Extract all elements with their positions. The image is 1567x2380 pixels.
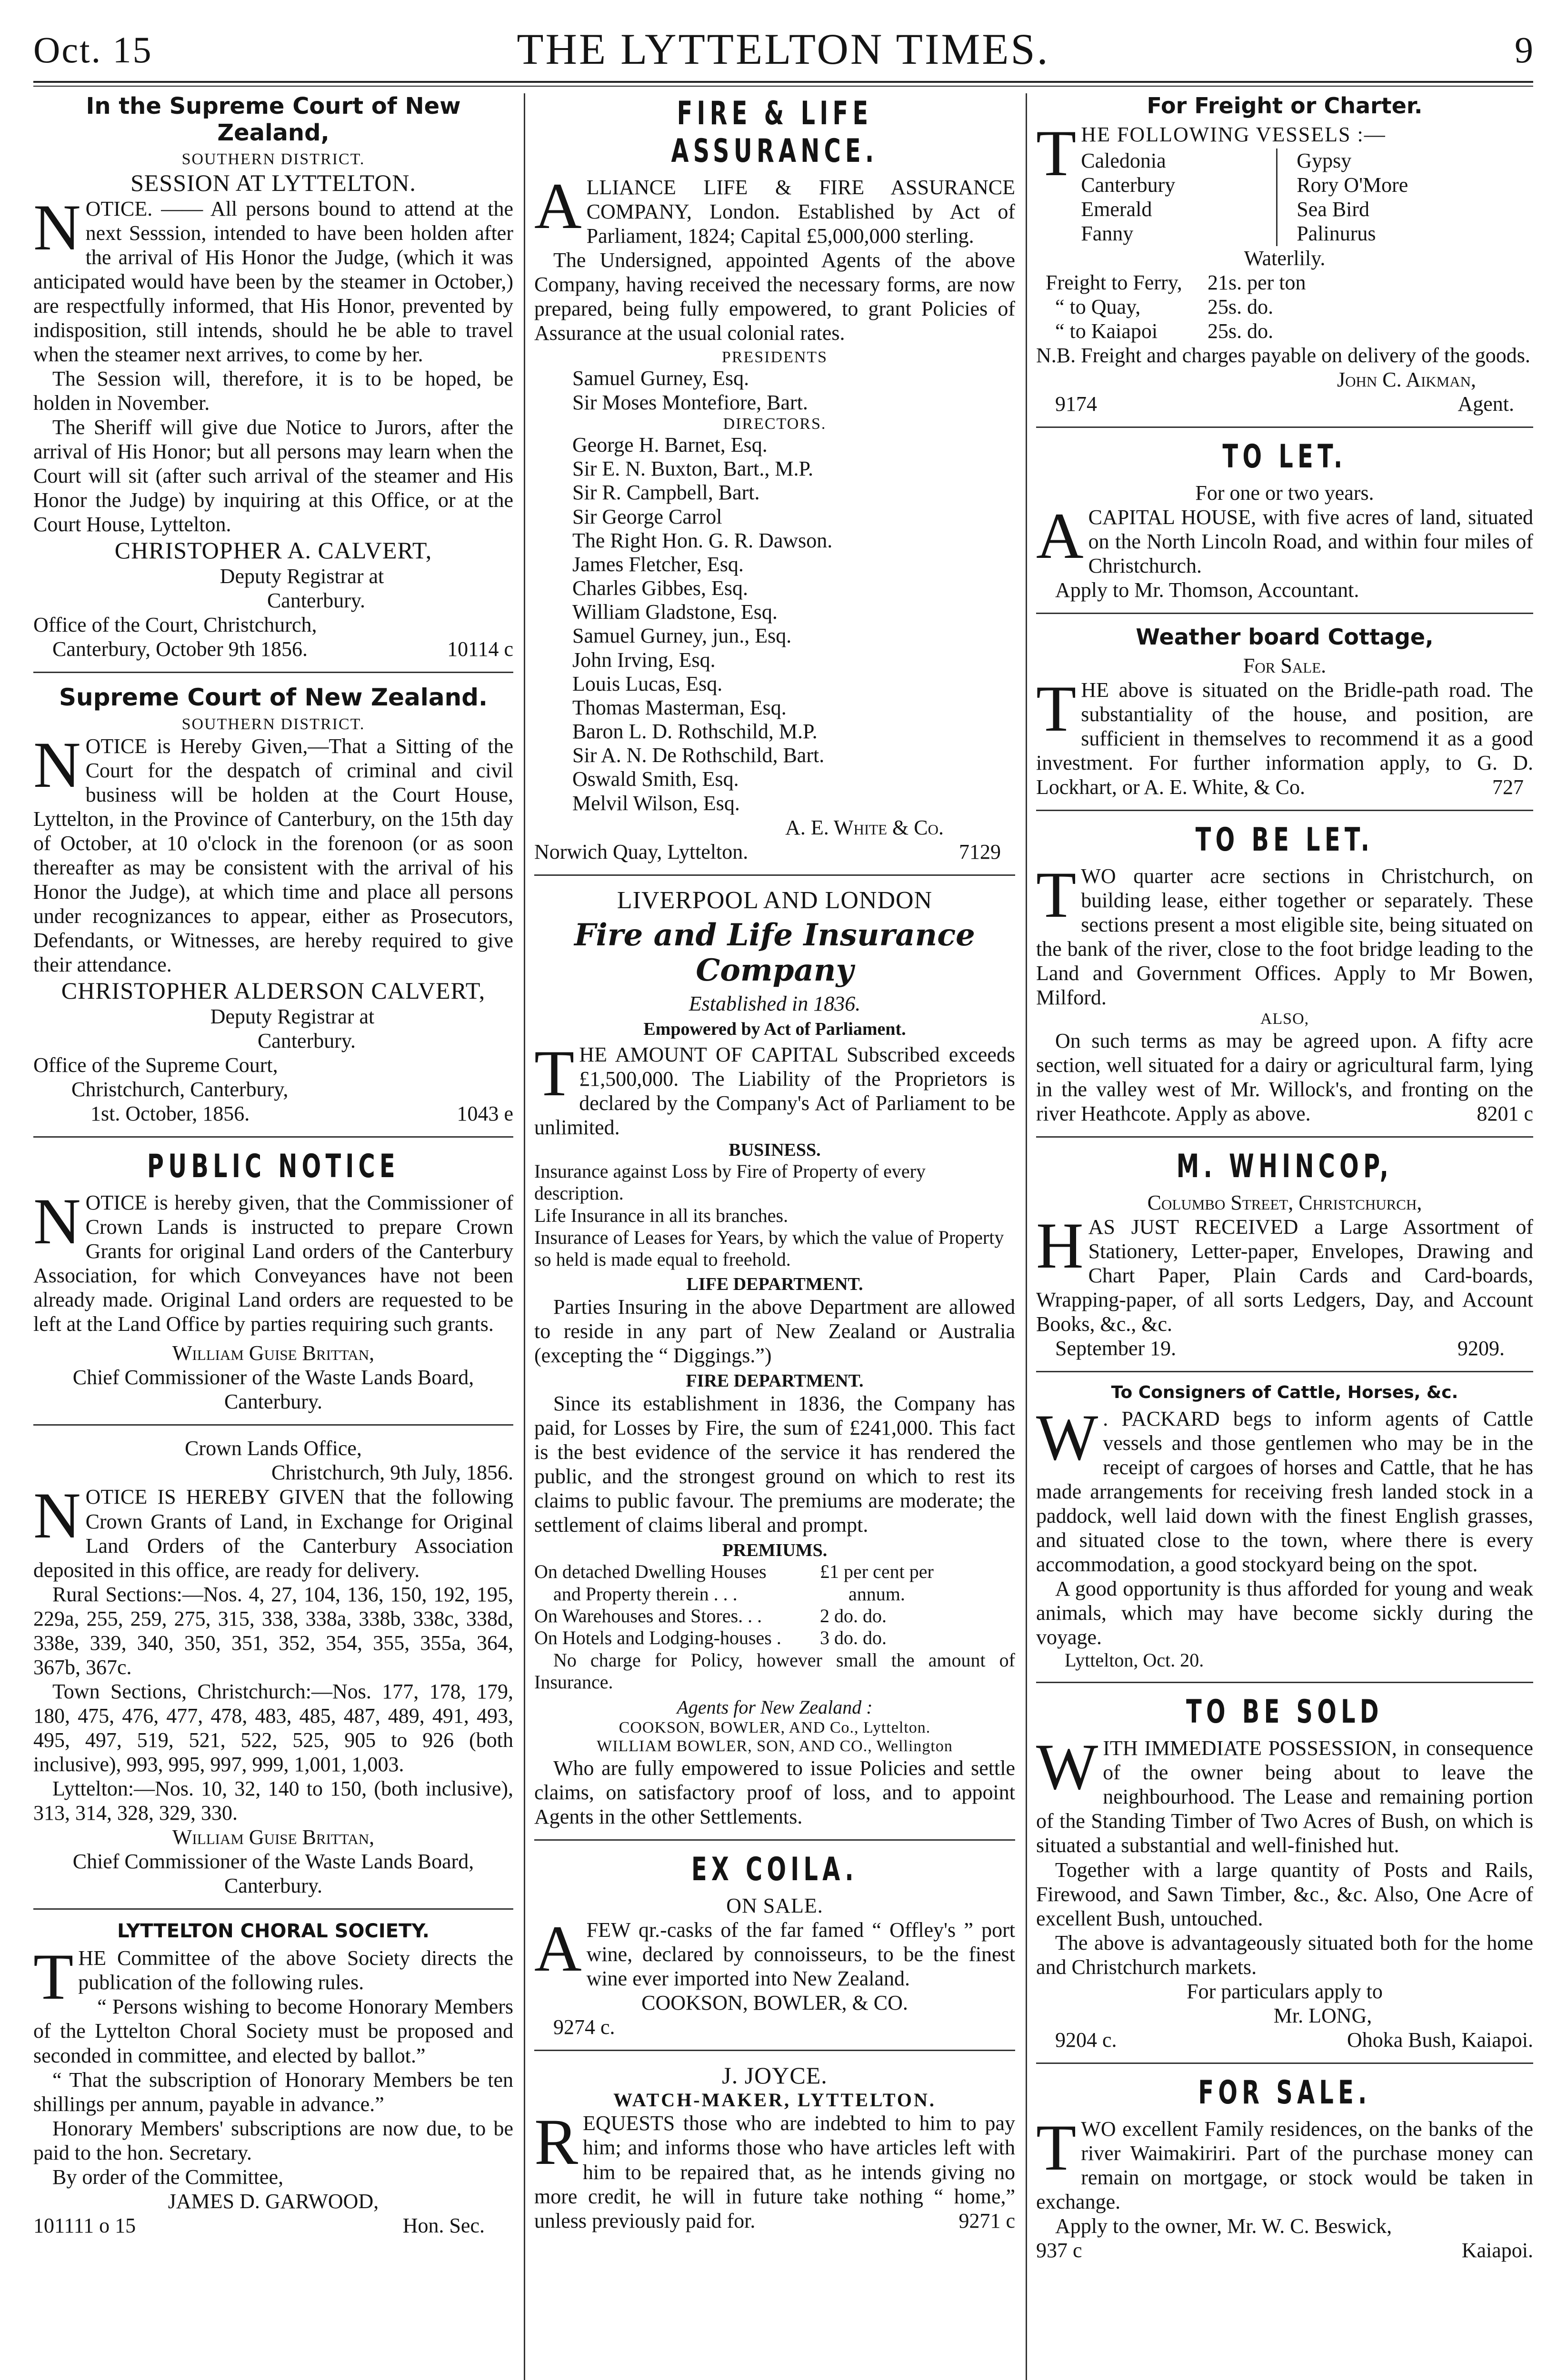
ad-heading: TO BE SOLD: [1186, 1693, 1383, 1731]
ad-paragraph: “ Persons wishing to become Honorary Members of the Lyttelton Choral Society must be proposed and seconded in committee, and elected by ballot.”: [33, 1995, 513, 2067]
list-item: Sir Moses Montefiore, Bart.: [572, 390, 808, 414]
ad-dateline: Canterbury, October 9th 1856.: [52, 637, 308, 661]
ad-footer: [33, 637, 513, 661]
ad-body: WITH IMMEDIATE POSSESSION, in consequence of the owner being about to leave the neighbourhood. The Lease and remaining portion of the Standing Timber of Two Acres of Bush, on which is situated a substantial and well-finished hut.: [1036, 1730, 1533, 1857]
list-item: Sir A. N. De Rothschild, Bart.: [572, 744, 825, 767]
ad-code: 9204 c.: [1055, 2028, 1117, 2052]
dropcap: H: [1036, 1209, 1084, 1282]
ad-alliance-assurance: [534, 95, 1015, 864]
ad-office: Office of the Supreme Court,: [33, 1053, 278, 1077]
ad-choral-society: [33, 1920, 513, 2238]
ad-body: THE Committee of the above Society directs the publication of the following rules.: [33, 1940, 513, 2013]
list-item: Oswald Smith, Esq.: [572, 767, 739, 791]
ad-apply: Apply to the owner, Mr. W. C. Beswick,: [1055, 2214, 1392, 2238]
ad-body: NOTICE IS HEREBY GIVEN that the following Crown Grants of Land, in Exchange for Original Land Orders of the Canterbury Association deposited in this office, are ready for delivery.: [33, 1479, 513, 1582]
ad-heading: Supreme Court of New Zealand.: [59, 684, 488, 712]
dropcap: T: [33, 1940, 74, 2013]
section-label: FIRE DEPARTMENT.: [686, 1370, 864, 1391]
ad-code: 9274 c.: [553, 2015, 615, 2039]
ad-role: Chief Commissioner of the Waste Lands Board, Canterbury.: [72, 1366, 474, 1414]
ad-divider: [1036, 2063, 1533, 2064]
dropcap: T: [1036, 2111, 1077, 2184]
ad-signature: CHRISTOPHER A. CALVERT,: [114, 537, 432, 564]
vessel-name: Sea Bird: [1297, 198, 1370, 221]
dropcap: N: [33, 1479, 81, 1552]
vessel-name: Fanny: [1081, 222, 1134, 246]
ad-heading: EX COILA.: [691, 1850, 858, 1888]
ad-subheading: WATCH-MAKER, LYTTELTON.: [613, 2089, 936, 2111]
masthead: [33, 24, 1533, 76]
list-item: Thomas Masterman, Esq.: [572, 695, 787, 719]
ad-code: 10114 c: [447, 637, 513, 661]
ad-divider: [1036, 1136, 1533, 1138]
ad-address: Norwich Quay, Lyttelton.: [534, 840, 749, 863]
vessel-name: Canterbury: [1081, 173, 1176, 197]
ad-divider: [33, 672, 513, 673]
list-item: Melvil Wilson, Esq.: [572, 791, 740, 815]
ad-apply: For particulars apply to: [1187, 1979, 1383, 2003]
ad-heading: LYTTELTON CHORAL SOCIETY.: [117, 1920, 429, 1942]
ad-code: 101111 o 15: [33, 2213, 136, 2237]
ad-footer: [33, 1101, 513, 1126]
ad-footer: [1036, 1336, 1533, 1360]
ad-footer: [1036, 392, 1533, 416]
ad-body: THE AMOUNT OF CAPITAL Subscribed exceeds £1,500,000. The Liability of the Proprietors is declared by the Company's Act of Parliament to be unlimited.: [534, 1036, 1015, 1139]
dropcap: T: [1036, 858, 1077, 932]
list-item: Louis Lucas, Esq.: [572, 672, 723, 695]
ad-body: NOTICE is hereby given, that the Commissioner of Crown Lands is instructed to prepare Crown Grants for original Land orders of the Canterbury Association, for which Conveyances have not been already made. Original Land orders are requested to be left at the Land Office by parties requiring such grants.: [33, 1185, 513, 1336]
ad-to-be-sold: [1036, 1694, 1533, 2052]
dropcap: N: [33, 728, 81, 801]
list-item: Samuel Gurney, Esq.: [572, 367, 749, 390]
dropcap: T: [1036, 117, 1077, 190]
newspaper-page: [33, 24, 1533, 2380]
ad-code: 1043 e: [457, 1102, 513, 1126]
ad-body: REQUESTS those who are indebted to him to pay him; and informs those who have articles left with him to be repaired that, as he intends giving no more credit, he will in future take nothing “ home,” unless previously paid for. 9271 c: [534, 2105, 1015, 2232]
ad-paragraph: Since its establishment in 1836, the Company has paid, for Losses by Fire, the sum of £241,000. This fact is the best evidence of the service it has rendered the public, and the strongest ground on which to rest its claims to public favour. The premiums are moderate; the settlement of claims liberal and prompt.: [534, 1392, 1015, 1537]
presidents-list: [572, 367, 1015, 414]
ad-address: Kaiapoi.: [1461, 2238, 1533, 2262]
ad-paragraph: The Undersigned, appointed Agents of the above Company, having received the necessary forms, are now prepared, being fully empowered, to grant Policies of Assurance at the usual colonial rates.: [534, 248, 1015, 345]
business-item: Insurance against Loss by Fire of Property of every description.: [534, 1160, 926, 1204]
ad-signature: William Guise Brittan,: [172, 1341, 375, 1365]
column-2: [534, 93, 1015, 2380]
ad-heading-blackletter: Fire and Life Insurance Company: [574, 917, 975, 989]
ad-divider: [1036, 426, 1533, 428]
ad-paragraph: The Sheriff will give due Notice to Jurors, after the arrival of His Honor; but all persons may learn when the Court will sit (after such arrival of the steamer and His Honor the Judge) by inquiring at this Office, or at the Court House, Lyttelton.: [33, 416, 513, 536]
list-item: Sir E. N. Buxton, Bart., M.P.: [572, 457, 814, 481]
ad-divider: [1036, 1682, 1533, 1683]
ad-joyce-watchmaker: [534, 2062, 1015, 2233]
dropcap: R: [534, 2105, 579, 2179]
ad-divider: [33, 1908, 513, 1910]
ad-paragraph: Honorary Members' subscriptions are now due, to be paid to the hon. Secretary.: [33, 2116, 513, 2164]
agents-line: COOKSON, BOWLER, AND Co., Lyttelton.: [619, 1719, 931, 1737]
ad-dateline: 1st. October, 1856.: [90, 1102, 250, 1126]
ad-signature: John C. Aikman,: [1337, 367, 1476, 391]
ad-divider: [1036, 613, 1533, 614]
column-1: [33, 93, 513, 2380]
premium-row: On Warehouses and Stores. . . 2 do. do.: [534, 1605, 887, 1627]
dropcap: N: [33, 190, 81, 264]
ad-heading: FOR SALE.: [1198, 2073, 1371, 2112]
ad-role: Canterbury.: [257, 1029, 356, 1053]
ad-signature: CHRISTOPHER ALDERSON CALVERT,: [61, 977, 486, 1004]
ad-freight-charter: [1036, 93, 1533, 416]
business-item: Life Insurance in all its branches.: [534, 1204, 788, 1226]
ad-office: Christchurch, Canterbury,: [71, 1078, 289, 1101]
ad-code: 9209.: [1457, 1337, 1505, 1360]
ad-heading: PUBLIC NOTICE: [147, 1148, 399, 1186]
column-divider: [524, 93, 525, 2380]
ad-role: Chief Commissioner of the Waste Lands Board, Canterbury.: [72, 1849, 474, 1897]
ad-heading: TO BE LET.: [1195, 821, 1374, 859]
ad-paragraph: The Session will, therefore, it is to be hoped, be holden in November.: [33, 367, 513, 415]
freight-row: “ to Quay, 25s. do.: [1055, 295, 1274, 318]
ad-paragraph: Who are fully empowered to issue Policies and settle claims, on satisfactory proof of loss, and to appoint Agents in the other Settlements.: [534, 1756, 1015, 1828]
vessel-list: [1081, 149, 1533, 246]
directors-list: [572, 433, 1015, 815]
ad-heading: In the Supreme Court of New Zealand,: [86, 93, 461, 146]
ad-paragraph: N.B. Freight and charges payable on delivery of the goods.: [1036, 343, 1530, 367]
freight-row: Freight to Ferry, 21s. per ton: [1046, 270, 1306, 294]
dropcap: A: [534, 169, 582, 242]
ad-heading: For Freight or Charter.: [1147, 93, 1423, 119]
ad-subheading: For Sale.: [1243, 654, 1327, 678]
columns: [33, 93, 1533, 2380]
ad-established: Established in 1836.: [689, 992, 861, 1015]
ad-for-sale-residences: [1036, 2074, 1533, 2262]
ad-body: AFEW qr.-casks of the far famed “ Offley's ” port wine, declared by connoisseurs, to be the finest wine ever imported into New Zealand.: [534, 1912, 1015, 1990]
ad-address: Ohoka Bush, Kaiapoi.: [1347, 2028, 1533, 2052]
ad-dateline: September 19.: [1055, 1337, 1177, 1360]
ad-heading: M. WHINCOP,: [1176, 1147, 1393, 1185]
ad-paragraph: Apply to Mr. Thomson, Accountant.: [1055, 578, 1359, 602]
ad-office: Crown Lands Office,: [185, 1437, 362, 1460]
ad-to-be-let-sections: [1036, 822, 1533, 1126]
list-item: Charles Gibbes, Esq.: [572, 576, 749, 600]
ad-body: THE FOLLOWING VESSELS :—: [1036, 117, 1386, 190]
ad-subheading: ON SALE.: [726, 1894, 823, 1917]
vessel-name: Emerald: [1081, 198, 1152, 221]
ad-divider: [33, 1136, 513, 1138]
ad-role: Hon. Sec.: [402, 2213, 485, 2237]
ad-role: Canterbury.: [267, 589, 366, 613]
ad-signature: JAMES D. GARWOOD,: [168, 2189, 379, 2213]
ad-subheading: For one or two years.: [1195, 481, 1374, 505]
dropcap: W: [1036, 1730, 1098, 1804]
vessel-name: Palinurus: [1297, 222, 1376, 246]
ad-empowered: Empowered by Act of Parliament.: [643, 1019, 906, 1039]
freight-row: “ to Kaiapoi 25s. do.: [1055, 319, 1274, 343]
ad-list-lyttelton: Lyttelton:—Nos. 10, 32, 140 to 150, (both inclusive), 313, 314, 328, 329, 330.: [33, 1776, 513, 1825]
ad-body: NOTICE. —— All persons bound to attend at the next Sesssion, intended to have been holden after the arrival of His Honor the Judge, (which it was anticipated would have been by the steamer in October,) are respectfully informed, that His Honor, prevented by indisposition, still intends, should he be able to travel when the steamer next arrives, to come by her.: [33, 190, 513, 366]
ad-heading: J. JOYCE.: [722, 2062, 828, 2089]
ad-weatherboard-cottage: [1036, 625, 1533, 800]
ad-paragraph: “ That the subscription of Honorary Members be ten shillings per annum, payable in advance.”: [33, 2068, 513, 2116]
list-item: George H. Barnet, Esq.: [572, 433, 768, 457]
dropcap: T: [1036, 672, 1077, 745]
ad-subheading: SESSION AT LYTTELTON.: [130, 169, 416, 196]
ad-body: TWO quarter acre sections in Christchurch, on building lease, either together or separately. These sections present a most eligible site, being situated on the bank of the river, close to the foot bridge leading to the Land and Government Offices. Apply to Mr Bowen, Milford.: [1036, 858, 1533, 1010]
column-divider: [1026, 93, 1027, 2380]
ad-footer: [33, 2213, 513, 2238]
list-label: PRESIDENTS: [721, 348, 828, 366]
ad-footer: [1036, 2238, 1533, 2262]
ad-packard-cattle: [1036, 1383, 1533, 1671]
vessel-name: Waterlily.: [1244, 246, 1326, 270]
ad-paragraph: Together with a large quantity of Posts and Rails, Firewood, and Sawn Timber, &c., &c. Also, One Acre of excellent Bush, untouched.: [1036, 1858, 1533, 1930]
ad-paragraph: The above is advantageously situated both for the home and Christchurch markets.: [1036, 1931, 1533, 1979]
ad-heading: LIVERPOOL AND LONDON: [617, 886, 933, 914]
ad-role: Deputy Registrar at: [220, 565, 384, 588]
vessel-name: Rory O'More: [1297, 173, 1408, 197]
ad-body: THE above is situated on the Bridle-path road. The substantiality of the house, and position, are sufficient in themselves to recommend it as a good investment. For further information apply, to G. D. Lockhart, or A. E. White, & Co. 727: [1036, 672, 1533, 799]
masthead-rule: [33, 81, 1533, 87]
ad-whincop-stationery: [1036, 1148, 1533, 1360]
ad-signature: COOKSON, BOWLER, & CO.: [641, 1991, 908, 2014]
ad-body: ALLIANCE LIFE & FIRE ASSURANCE COMPANY, London. Established by Act of Parliament, 1824; Capital £5,000,000 sterling.: [534, 169, 1015, 248]
ad-list-rural: Rural Sections:—Nos. 4, 27, 104, 136, 150, 192, 195, 229a, 255, 259, 275, 315, 338, 338a, 338b, 338c, 338d, 338e, 339, 340, 350, 351, 352, 354, 355, 355a, 364, 367b, 367c.: [33, 1582, 513, 1679]
ad-ex-coila: [534, 1851, 1015, 2039]
ad-body: TWO excellent Family residences, on the banks of the river Waimakiriri. Part of the purchase money can remain on mortgage, or stock would be taken in exchange.: [1036, 2111, 1533, 2213]
section-label: BUSINESS.: [729, 1140, 821, 1160]
dropcap: T: [534, 1036, 575, 1110]
ad-supreme-court-sitting: [33, 684, 513, 1126]
list-item: Samuel Gurney, jun., Esq.: [572, 624, 792, 648]
ad-code: 9174: [1055, 392, 1097, 416]
ad-also: ALSO,: [1260, 1010, 1309, 1028]
premium-row: On detached Dwelling Houses and Property therein . . . £1 per cent per annum.: [534, 1561, 934, 1605]
ad-role: Deputy Registrar at: [210, 1005, 375, 1029]
ad-heading: TO LET.: [1222, 437, 1347, 476]
ad-paragraph: On such terms as may be agreed upon. A fifty acre section, well situated for a dairy or agricultural farm, lying in the valley west of Mr. Willock's, and fronting on the river Heathcote. Apply as above. 8201 c: [1036, 1029, 1533, 1125]
vessel-name: Caledonia: [1081, 149, 1166, 173]
list-item: Baron L. D. Rothschild, M.P.: [572, 720, 818, 744]
dropcap: N: [33, 1185, 81, 1258]
ad-body: ACAPITAL HOUSE, with five acres of land, situated on the North Lincoln Road, and within four miles of Christchurch.: [1036, 499, 1533, 577]
ad-subheading: SOUTHERN DISTRICT.: [181, 150, 365, 169]
ad-heading: FIRE & LIFE ASSURANCE.: [671, 95, 878, 170]
ad-subheading: SOUTHERN DISTRICT.: [181, 715, 365, 734]
ad-divider: [534, 1839, 1015, 1841]
list-item: John Irving, Esq.: [572, 648, 716, 672]
section-label: PREMIUMS.: [722, 1540, 828, 1561]
ad-dateline: Christchurch, 9th July, 1856.: [271, 1461, 513, 1485]
list-item: Sir R. Campbell, Bart.: [572, 481, 760, 505]
ad-heading: Weather board Cottage,: [1136, 624, 1434, 650]
column-3: [1036, 93, 1533, 2380]
ad-body: HAS JUST RECEIVED a Large Assortment of Stationery, Letter-paper, Envelopes, Drawing and Chart Paper, Plain Cards and Card-boards, Wrapping-paper, of all sorts Ledgers, Day, and Account Books, &c., &c.: [1036, 1209, 1533, 1336]
ad-office: Office of the Court, Christchurch,: [33, 613, 317, 637]
ad-divider: [534, 874, 1015, 876]
ad-heading: To Consigners of Cattle, Horses, &c.: [1111, 1383, 1458, 1403]
ad-code: 727: [1492, 775, 1524, 799]
ad-divider: [1036, 810, 1533, 811]
ad-signature: Mr. LONG,: [1273, 2003, 1372, 2027]
ad-role: Agent.: [1457, 392, 1514, 416]
ad-agent: A. E. White & Co.: [785, 815, 944, 839]
list-item: James Fletcher, Esq.: [572, 552, 744, 576]
ad-divider: [534, 2050, 1015, 2051]
ad-code: 937 c: [1036, 2238, 1082, 2262]
dropcap: W: [1036, 1400, 1098, 1474]
section-label: LIFE DEPARTMENT.: [686, 1274, 863, 1294]
ad-footer: [1036, 2028, 1533, 2052]
ad-body: NOTICE is Hereby Given,—That a Sitting of the Court for the despatch of criminal and civil business will be holden at the Court House, Lyttelton, in the Province of Canterbury, on the 15th day of October, at 10 o'clock in the forenoon (or as soon thereafter as may be consistent with the arrival of his Honor the Judge), at which time and place all persons under recognizances to appear, either as Prosecutors, Defendants, or Witnesses, are hereby required to give their attendance.: [33, 728, 513, 977]
ad-paragraph: A good opportunity is thus afforded for young and weak animals, which may have become sickly during the voyage.: [1036, 1577, 1533, 1649]
page-number: 9: [1515, 29, 1533, 70]
newspaper-title: THE LYTTELTON TIMES.: [517, 25, 1050, 73]
ad-public-notice: [33, 1148, 513, 1414]
list-item: The Right Hon. G. R. Dawson.: [572, 528, 833, 552]
ad-footer: [534, 840, 1015, 864]
dropcap: A: [1036, 499, 1084, 572]
ad-paragraph: Parties Insuring in the above Department are allowed to reside in any part of New Zealand or Australia (excepting the “ Diggings.”): [534, 1295, 1015, 1367]
ad-divider: [33, 1424, 513, 1426]
ad-paragraph: No charge for Policy, however small the amount of Insurance.: [534, 1649, 1015, 1693]
dropcap: A: [534, 1912, 582, 1985]
vessel-name: Gypsy: [1297, 149, 1352, 173]
ad-subheading: Columbo Street, Christchurch,: [1147, 1190, 1422, 1214]
ad-list-town: Town Sections, Christchurch:—Nos. 177, 178, 179, 180, 475, 476, 477, 478, 483, 485, 487, 489, 491, 493, 495, 497, 519, 521, 522, 525, 905 to 926 (both inclusive), 993, 995, 997, 999, 1,001, 1,003.: [33, 1679, 513, 1776]
ad-to-let-house: [1036, 438, 1533, 602]
ad-dateline: Lyttelton, Oct. 20.: [1065, 1649, 1204, 1671]
ad-signature: William Guise Brittan,: [172, 1825, 375, 1849]
agents-label: Agents for New Zealand :: [677, 1696, 873, 1718]
ad-order: By order of the Committee,: [52, 2165, 284, 2189]
list-item: Sir George Carrol: [572, 505, 722, 528]
ad-liverpool-london: [534, 886, 1015, 1829]
agents-line: WILLIAM BOWLER, SON, AND CO., Wellington: [597, 1737, 953, 1755]
list-item: William Gladstone, Esq.: [572, 600, 778, 624]
list-label: DIRECTORS.: [723, 415, 827, 433]
issue-date: Oct. 15: [33, 29, 153, 70]
business-item: Insurance of Leases for Years, by which the value of Property so held is made equal to freehold.: [534, 1226, 1004, 1270]
premium-row: On Hotels and Lodging-houses . 3 do. do.: [534, 1627, 887, 1649]
ad-crown-grants: [33, 1436, 513, 1898]
ad-body: W . PACKARD begs to inform agents of Cattle vessels and those gentlemen who may be in the receipt of cargoes of horses and Cattle, that he has made arrangements for receiving fresh landed stock in a paddock, well laid down with the finest English grasses, and situated close to the town, where there is every accommodation, a good stockyard being on the spot.: [1036, 1400, 1533, 1576]
ad-divider: [1036, 1371, 1533, 1372]
ad-supreme-court-session: [33, 93, 513, 661]
ad-code: 8201 c: [1477, 1101, 1533, 1125]
ad-code: 7129: [959, 840, 1001, 863]
ad-code: 9271 c: [958, 2209, 1015, 2232]
